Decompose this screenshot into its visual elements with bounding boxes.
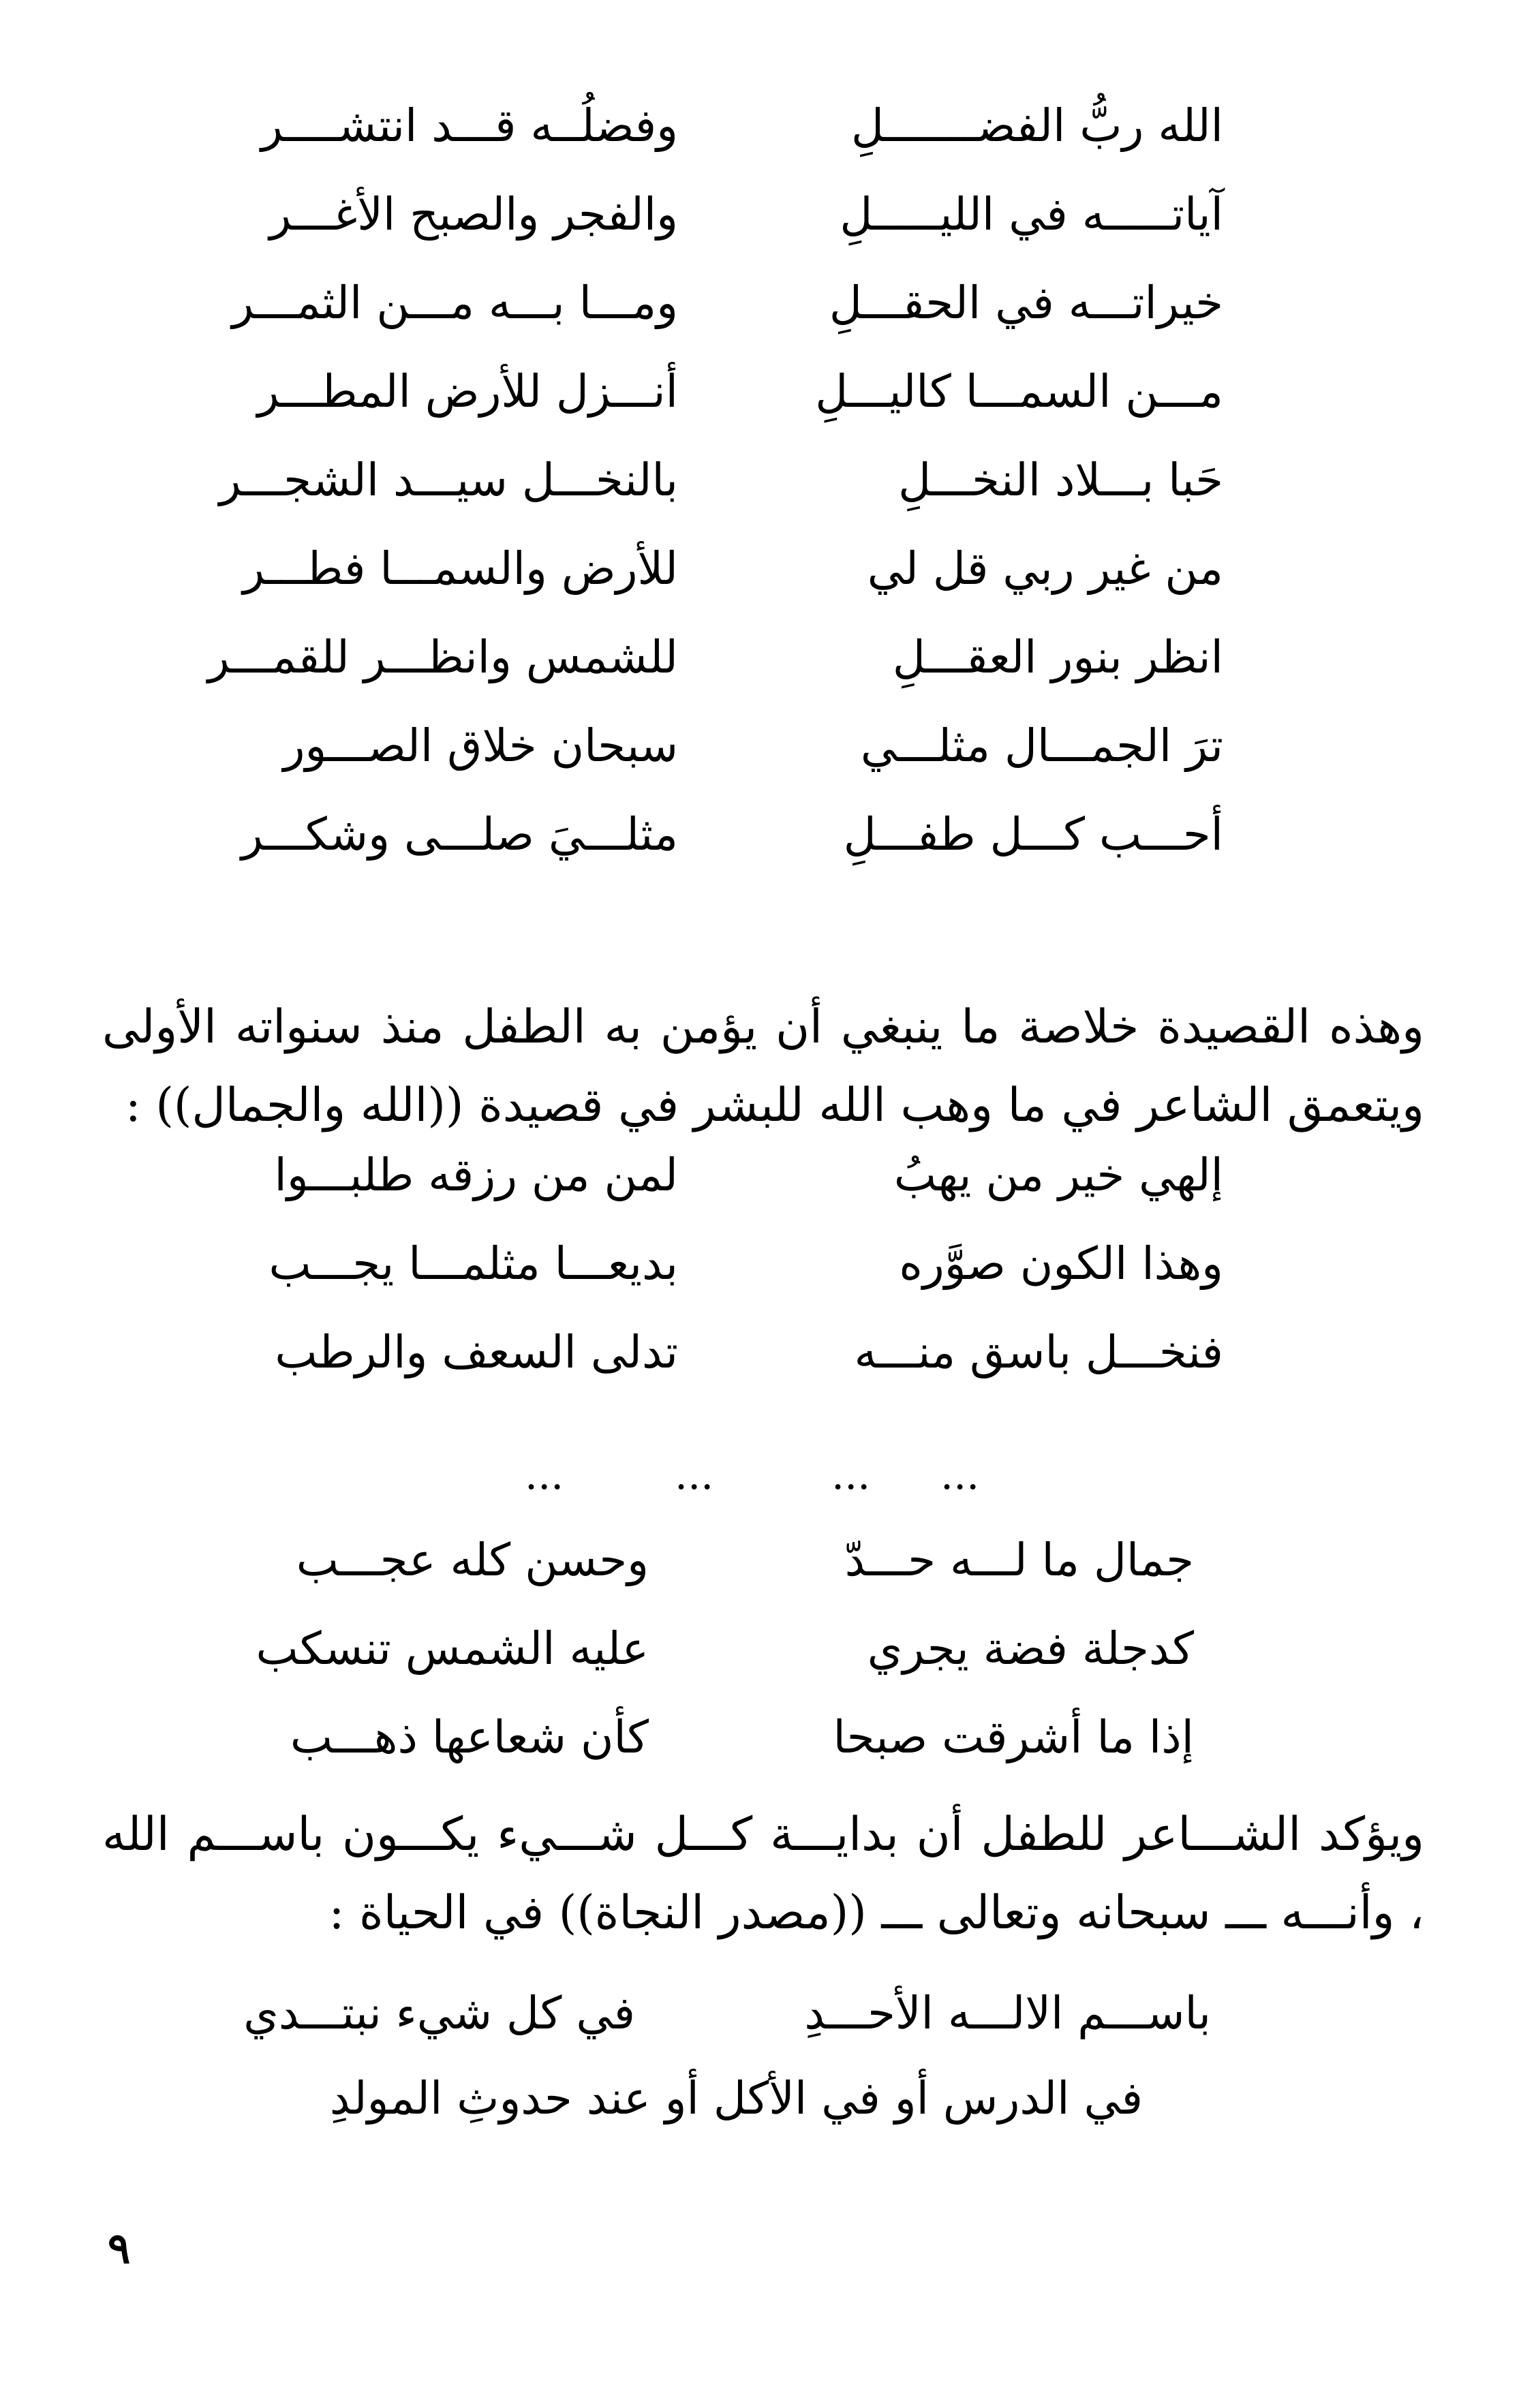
verse (0, 436, 1521, 525)
verse (0, 702, 1521, 790)
ellipsis: ... (831, 1451, 871, 1499)
verse-left-hemistich: وفضلُــه قـــد انتشــــر (261, 99, 678, 152)
body-paragraph-2: ويؤكد الشـــاعر للطفل أن بدايـــة كـــل شـــيء يكـــون باســـم الله ، وأنـــه ـــ سبحانه وتعالى ـــ ((مصدر النجاة)) في الحياة : (102, 1808, 1424, 1940)
verse-right-hemistich: ترَ الجمـــال مثلـــي (860, 720, 1223, 772)
body-paragraph-1: وهذه القصيدة خلاصة ما ينبغي أن يؤمن به الطفل منذ سنواته الأولى ويتعمق الشاعر في ما وهب الله للبشر في قصيدة ((الله والجمال)) : (102, 1000, 1424, 1132)
verse (0, 170, 1521, 259)
verse-left-hemistich: عليه الشمس تنسكب (256, 1622, 649, 1675)
verse (0, 1308, 1521, 1397)
verse-left-hemistich: لمن من رزقه طلبـــوا (274, 1149, 678, 1201)
poem-stanza-2 (0, 1131, 1521, 1397)
verse-left-hemistich: ومـــا بـــه مـــن الثمـــر (232, 277, 678, 329)
verse (0, 82, 1521, 170)
page-number: ٩ (108, 2223, 131, 2273)
ellipsis: ... (940, 1451, 980, 1499)
verse-right-hemistich: فنخـــل باسق منـــه (854, 1326, 1223, 1378)
verse-right-hemistich: مـــن السمـــا كاليـــلِ (815, 365, 1223, 418)
verse-left-hemistich: تدلى السعف والرطب (275, 1326, 678, 1378)
verse (0, 1693, 1521, 1782)
verse-right-hemistich: من غير ربي قل لي (867, 542, 1223, 595)
verse (0, 1516, 1521, 1605)
verse-right-hemistich: آياتـــــه في الليـــــلِ (840, 188, 1223, 241)
verse-full-line: في الدرس أو في الأكل أو عند حدوثِ المولدِ (329, 2072, 1143, 2125)
verse-right-hemistich: وهذا الكون صوَّره (899, 1237, 1223, 1290)
verse-left-hemistich: والفجر والصبح الأغـــر (269, 188, 678, 241)
verse-right-hemistich: إذا ما أشرقت صبحا (833, 1711, 1194, 1763)
verse-left-hemistich: في كل شيء نبتـــدي (243, 1987, 635, 2039)
ellipsis-separator (0, 1445, 1521, 1506)
verse-right-hemistich: الله ربُّ الفضـــــــلِ (850, 99, 1223, 152)
poem-stanza-3 (0, 1516, 1521, 1782)
verse (0, 1605, 1521, 1693)
verse-left-hemistich: بالنخـــل سيـــد الشجـــر (219, 454, 678, 506)
verse-left-hemistich: كأن شعاعها ذهـــب (290, 1711, 649, 1763)
verse-right-hemistich: جمال ما لـــه حـــدّ (844, 1534, 1194, 1586)
verse-left-hemistich: للشمس وانظـــر للقمـــر (207, 631, 678, 683)
ellipsis: ... (525, 1451, 564, 1499)
verse-right-hemistich: أحـــب كـــل طفـــلِ (843, 808, 1223, 861)
verse (0, 790, 1521, 879)
verse-left-hemistich: سبحان خلاق الصـــور (283, 720, 678, 772)
verse-right-hemistich: إلهي خير من يهبُ (893, 1149, 1223, 1201)
verse (0, 613, 1521, 702)
verse-left-hemistich: للأرض والسمـــا فطـــر (243, 542, 678, 595)
verse-left-hemistich: أنـــزل للأرض المطـــر (257, 365, 678, 418)
verse (0, 259, 1521, 348)
verse-right-hemistich: خيراتـــه في الحقـــلِ (829, 277, 1223, 329)
verse (0, 1220, 1521, 1308)
verse-right-hemistich: انظر بنور العقـــلِ (892, 631, 1223, 683)
verse-right-hemistich: كدجلة فضة يجري (867, 1622, 1194, 1675)
verse (0, 525, 1521, 613)
verse-left-hemistich: بديعـــا مثلمـــا يجـــب (268, 1237, 678, 1290)
verse-right-hemistich: حَبا بـــلاد النخـــلِ (898, 454, 1223, 506)
verse-left-hemistich: وحسن كله عجـــب (296, 1534, 649, 1586)
verse (0, 348, 1521, 436)
verse (0, 1131, 1521, 1220)
verse-right-hemistich: باســـم الالـــه الأحـــدِ (804, 1987, 1211, 2039)
verse-left-hemistich: مثلـــيَ صلـــى وشكـــر (241, 808, 678, 861)
ellipsis: ... (675, 1451, 714, 1499)
poem-stanza-1 (0, 82, 1521, 879)
